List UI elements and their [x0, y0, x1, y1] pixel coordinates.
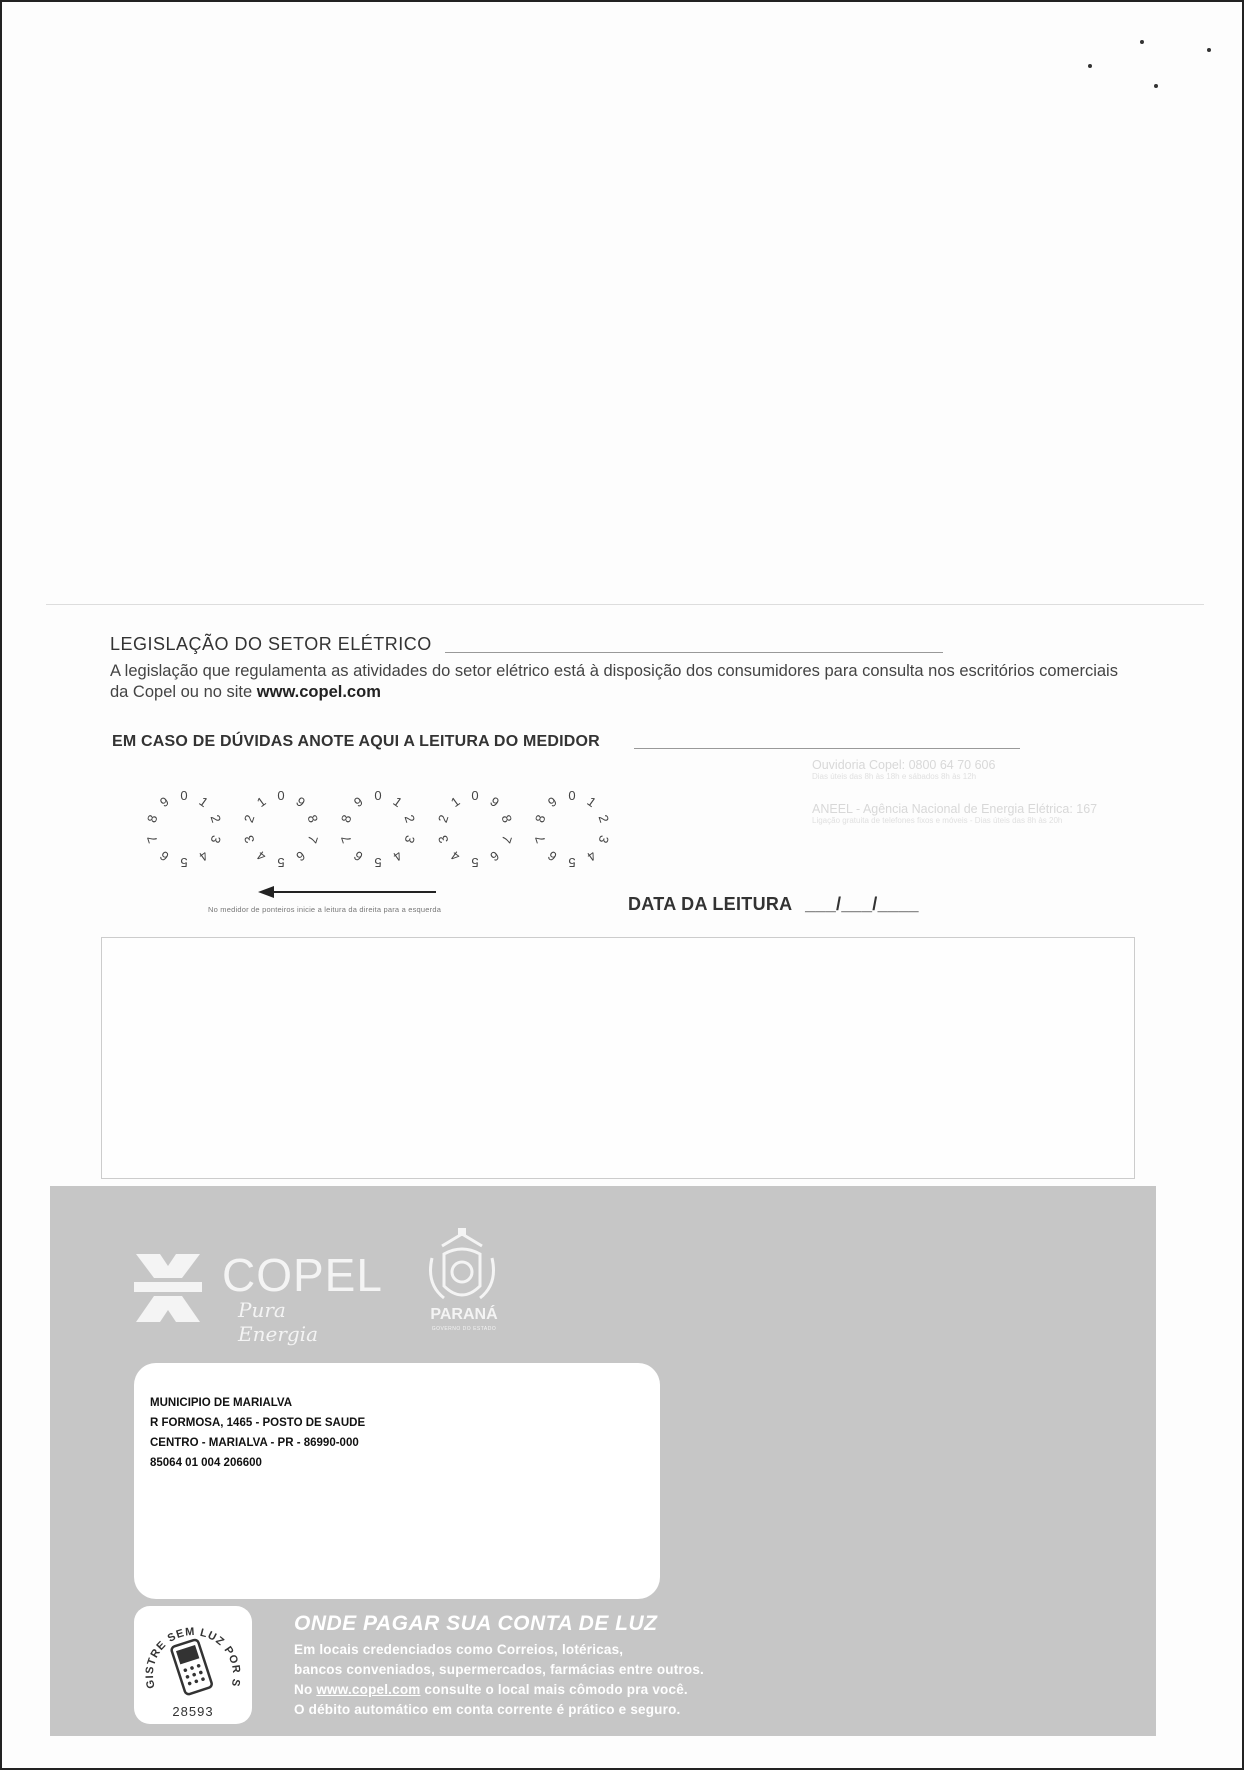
speck [1088, 64, 1092, 68]
dial-digit: 7 [531, 833, 549, 846]
meter-dial [241, 788, 321, 870]
speck [1140, 40, 1144, 44]
dial-digit: 7 [143, 833, 161, 846]
leitura-rule [634, 748, 1020, 749]
dial-digit: 1 [196, 793, 212, 811]
dial-digit: 6 [293, 847, 309, 865]
address-window [134, 1363, 660, 1599]
legislacao-rule [445, 652, 943, 653]
copel-logo-icon [130, 1250, 206, 1326]
dial-digit: 0 [374, 788, 382, 803]
parana-label: PARANÁ [430, 1306, 498, 1323]
address-line: 85064 01 004 206600 [150, 1457, 262, 1469]
dial-digit: 2 [595, 812, 613, 825]
dial-digit: 4 [447, 847, 463, 865]
dial-digit: 0 [180, 788, 188, 803]
copel-slogan: Pura Energia [238, 1298, 318, 1346]
address-line: CENTRO - MARIALVA - PR - 86990-000 [150, 1437, 359, 1449]
onde-pagar-line-3-prefix: No [294, 1682, 317, 1697]
dial-digit: 2 [240, 812, 258, 825]
dial-digit: 7 [498, 833, 516, 846]
dial-digit: 3 [240, 833, 258, 846]
dial-digit: 8 [304, 812, 322, 825]
dial-digit: 0 [471, 788, 479, 803]
dial-digit: 2 [207, 812, 225, 825]
dial-digit: 7 [337, 833, 355, 846]
dial-digit: 2 [401, 812, 419, 825]
blank-area [46, 62, 1204, 605]
dial-digit: 0 [277, 788, 285, 803]
dial-digit: 8 [498, 812, 516, 825]
dial-digit: 0 [568, 788, 576, 803]
phone-icon [171, 1639, 213, 1695]
leitura-title: EM CASO DE DÚVIDAS ANOTE AQUI A LEITURA DO MEDIDOR [112, 733, 600, 750]
ouvidoria-text: Ouvidoria Copel: 0800 64 70 606 [812, 758, 996, 772]
dial-digit: 1 [447, 793, 463, 811]
onde-pagar-line-3-suffix: consulte o local mais cômodo pra você. [420, 1682, 688, 1697]
data-leitura-field [628, 894, 919, 915]
dial-digit: 9 [293, 793, 309, 811]
speck [1207, 48, 1211, 52]
copel-name: COPEL [222, 1249, 383, 1301]
address-line: MUNICIPIO DE MARIALVA [150, 1397, 293, 1409]
parana-sublabel: GOVERNO DO ESTADO [431, 1326, 497, 1332]
sms-badge-graphic [134, 1606, 252, 1724]
dial-digit: 3 [434, 833, 452, 846]
dial-digit: 5 [277, 855, 285, 870]
onde-pagar-line-4: O débito automático em conta corrente é prático e seguro. [294, 1702, 681, 1717]
meter-dials [142, 777, 632, 887]
dial-digit: 1 [584, 793, 600, 811]
meter-dial [532, 788, 612, 870]
dial-digit: 5 [374, 855, 382, 870]
dial-digit: 3 [401, 833, 419, 846]
svg-text:REGISTRE SEM LUZ POR SMS: GISTRE SEM LUZ POR S [143, 1625, 243, 1690]
dial-digit: 6 [487, 847, 503, 865]
onde-pagar-line-1: Em locais credenciados como Correios, lotéricas, [294, 1642, 624, 1657]
ouvidoria-subtext: Dias úteis das 8h às 18h e sábados 8h às 12h [812, 772, 977, 781]
left-arrow-icon [258, 885, 438, 899]
dial-digit: 2 [434, 812, 452, 825]
dial-digit: 5 [180, 855, 188, 870]
onde-pagar-title: ONDE PAGAR SUA CONTA DE LUZ [294, 1612, 658, 1635]
dial-digit: 4 [253, 847, 269, 865]
dial-digit: 9 [544, 793, 560, 811]
legislacao-text-body: A legislação que regulamenta as atividades do setor elétrico está à disposição dos consumidores para consulta nos escritórios comerciais da Copel ou no site [110, 662, 1118, 701]
dial-digit: 6 [544, 847, 560, 865]
faint-contact-info [812, 758, 1172, 826]
dial-digit: 6 [156, 847, 172, 865]
data-leitura-blanks[interactable]: ___/___/____ [805, 894, 919, 914]
dial-digit: 7 [304, 833, 322, 846]
data-leitura-label: DATA DA LEITURA [628, 894, 792, 914]
envelope-panel [50, 1186, 1156, 1736]
onde-pagar-line-3 [294, 1680, 704, 1700]
dial-digit: 5 [568, 855, 576, 870]
onde-pagar-line-2: bancos conveniados, supermercados, farmácias entre outros. [294, 1662, 704, 1677]
address-lines [150, 1393, 365, 1473]
copel-site-link[interactable]: www.copel.com [316, 1682, 421, 1697]
onde-pagar-block [294, 1612, 704, 1720]
aneel-text: ANEEL - Agência Nacional de Energia Elétrica: 167 [812, 802, 1098, 816]
aneel-subtext: Ligação gratuita de telefones fixos e móveis - Dias úteis das 8h às 20h [812, 816, 1063, 825]
message-box [101, 937, 1135, 1179]
legislacao-title: LEGISLAÇÃO DO SETOR ELÉTRICO [110, 634, 432, 654]
dial-digit: 5 [471, 855, 479, 870]
dial-digit: 3 [595, 833, 613, 846]
address-line: R FORMOSA, 1465 - POSTO DE SAUDE [150, 1417, 366, 1429]
legislacao-text [110, 661, 1120, 703]
speck [1154, 84, 1158, 88]
dial-digit: 8 [337, 812, 355, 825]
svg-text:28593: 28593 [172, 1704, 214, 1719]
dial-digit: 9 [350, 793, 366, 811]
dial-digit: 4 [390, 847, 406, 865]
copel-logo [130, 1244, 383, 1346]
dial-digit: 8 [531, 812, 549, 825]
dial-digit: 4 [196, 847, 212, 865]
dial-digit: 1 [390, 793, 406, 811]
dial-digit: 4 [584, 847, 600, 865]
dial-digit: 9 [156, 793, 172, 811]
leitura-note: No medidor de ponteiros inicie a leitura da direita para a esquerda [208, 905, 442, 914]
dial-digit: 1 [253, 793, 269, 811]
meter-dial [338, 788, 418, 870]
dial-digit: 8 [143, 812, 161, 825]
legislacao-site-link[interactable]: www.copel.com [256, 683, 381, 701]
sms-badge [134, 1606, 252, 1724]
dial-digit: 3 [207, 833, 225, 846]
dial-digit: 6 [350, 847, 366, 865]
meter-dial [144, 788, 224, 870]
meter-dial [435, 788, 515, 870]
dial-digit: 9 [487, 793, 503, 811]
